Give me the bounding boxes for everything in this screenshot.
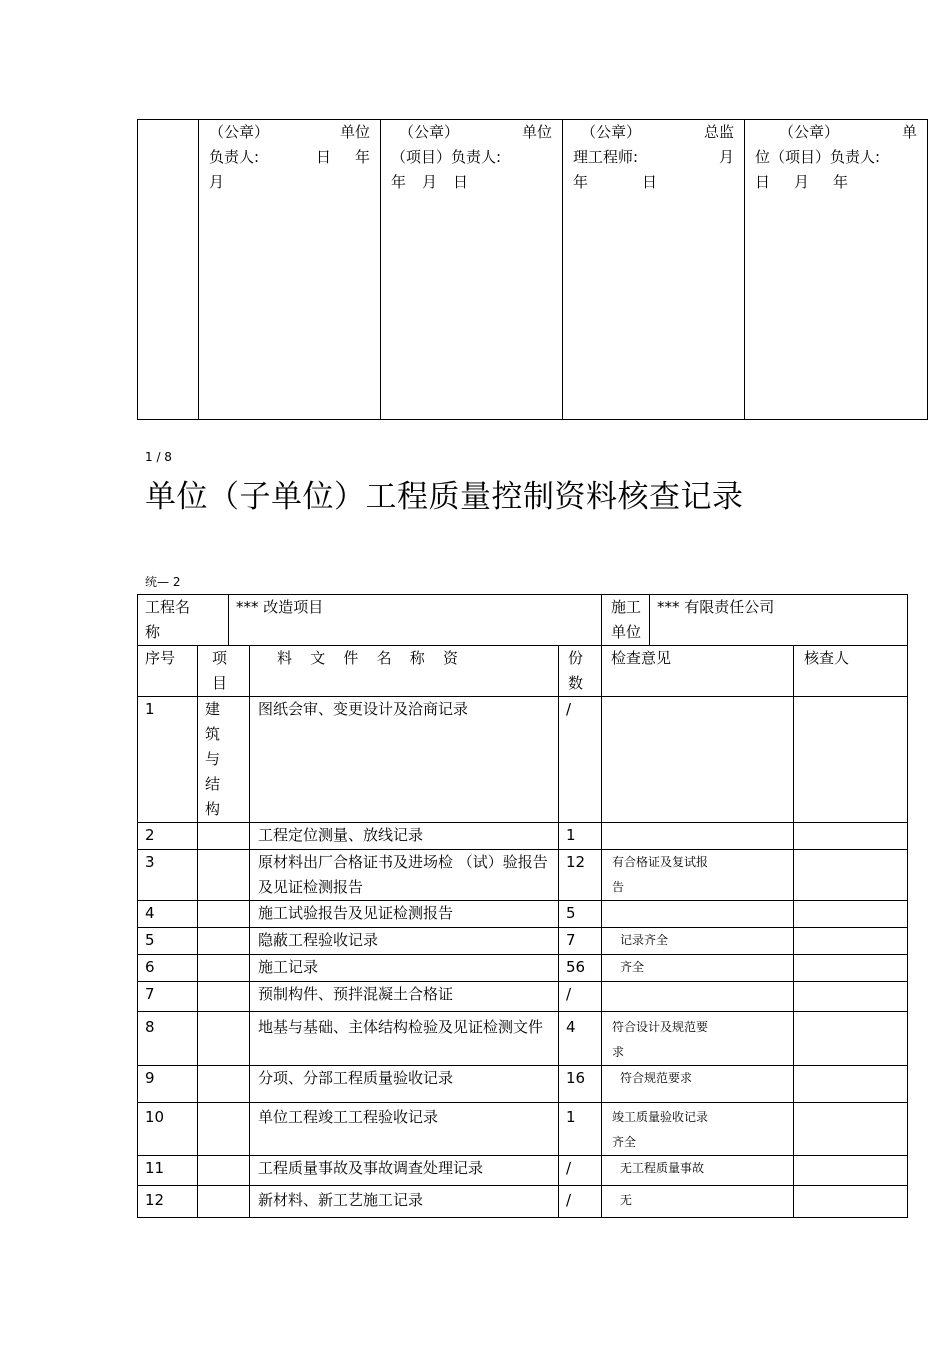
- info-row: [138, 595, 908, 646]
- row-name: 地基与基础、主体结构检验及见证检测文件: [250, 1012, 559, 1066]
- row-checker: [794, 850, 908, 901]
- row-checker: [794, 901, 908, 928]
- row-count: /: [559, 697, 602, 823]
- header-count: 份数: [559, 646, 602, 697]
- row-count: /: [559, 1156, 602, 1186]
- row-count: 56: [559, 955, 602, 982]
- row-opinion: [602, 982, 794, 1012]
- row-seq: 10: [138, 1103, 198, 1156]
- signature-blank-cell: [138, 120, 199, 420]
- table-row: [138, 850, 908, 901]
- header-docs: 料 文 件 名 称 资: [250, 646, 559, 697]
- row-name: 分项、分部工程质量验收记录: [250, 1066, 559, 1103]
- row-checker: [794, 697, 908, 823]
- row-item: [198, 955, 250, 982]
- row-checker: [794, 1066, 908, 1103]
- row-item: [198, 901, 250, 928]
- row-count: /: [559, 982, 602, 1012]
- row-item: [198, 982, 250, 1012]
- row-count: 5: [559, 901, 602, 928]
- row-checker: [794, 955, 908, 982]
- table-row: [138, 1156, 908, 1186]
- row-opinion: 符合设计及规范要求: [602, 1012, 794, 1066]
- table-row: [138, 823, 908, 850]
- signature-cell-construction-unit: （公章） 单位 负责人: 日 年 月: [199, 120, 381, 420]
- table-row: [138, 1012, 908, 1066]
- table-row: [138, 697, 908, 823]
- row-name: 原材料出厂合格证书及进场检 （试）验报告及见证检测报告: [250, 850, 559, 901]
- row-item: [198, 1066, 250, 1103]
- row-count: 12: [559, 850, 602, 901]
- row-seq: 1: [138, 697, 198, 823]
- row-checker: [794, 1012, 908, 1066]
- table-row: [138, 1103, 908, 1156]
- document-title: 单位（子单位）工程质量控制资料核查记录: [145, 479, 744, 515]
- row-count: 16: [559, 1066, 602, 1103]
- row-item: 建筑与结构: [198, 697, 250, 823]
- contractor-value: *** 有限责任公司: [650, 595, 908, 646]
- row-checker: [794, 1156, 908, 1186]
- row-checker: [794, 982, 908, 1012]
- row-item: [198, 823, 250, 850]
- row-seq: 2: [138, 823, 198, 850]
- row-name: 新材料、新工艺施工记录: [250, 1186, 559, 1218]
- row-opinion: 竣工质量验收记录齐全: [602, 1103, 794, 1156]
- row-item: [198, 1103, 250, 1156]
- row-seq: 3: [138, 850, 198, 901]
- row-seq: 5: [138, 928, 198, 955]
- signature-cell-owner-unit: （公章） 单位 （项目）负责人: 年 月 日: [381, 120, 563, 420]
- row-checker: [794, 1103, 908, 1156]
- row-opinion: 符合规范要求: [602, 1066, 794, 1103]
- header-item: 项目: [198, 646, 250, 697]
- row-name: 施工试验报告及见证检测报告: [250, 901, 559, 928]
- row-seq: 4: [138, 901, 198, 928]
- row-opinion: [602, 697, 794, 823]
- header-row: [138, 646, 908, 697]
- project-name-value: *** 改造项目: [229, 595, 602, 646]
- row-name: 预制构件、预拌混凝土合格证: [250, 982, 559, 1012]
- row-opinion: 无工程质量事故: [602, 1156, 794, 1186]
- row-item: [198, 1156, 250, 1186]
- row-checker: [794, 928, 908, 955]
- row-seq: 12: [138, 1186, 198, 1218]
- header-seq: 序号: [138, 646, 198, 697]
- row-count: /: [559, 1186, 602, 1218]
- row-count: 7: [559, 928, 602, 955]
- inspection-record-table: [137, 594, 908, 1218]
- form-code: 统— 2: [145, 575, 181, 589]
- row-item: [198, 1012, 250, 1066]
- table-row: [138, 1186, 908, 1218]
- row-name: 工程质量事故及事故调查处理记录: [250, 1156, 559, 1186]
- row-seq: 8: [138, 1012, 198, 1066]
- table-row: [138, 928, 908, 955]
- row-count: 4: [559, 1012, 602, 1066]
- row-name: 隐蔽工程验收记录: [250, 928, 559, 955]
- signature-cell-supervisor: （公章） 总监 理工程师: 月 年 日: [563, 120, 745, 420]
- signature-table: [137, 119, 928, 420]
- row-seq: 11: [138, 1156, 198, 1186]
- row-opinion: 齐全: [602, 955, 794, 982]
- row-item: [198, 1186, 250, 1218]
- row-item: [198, 928, 250, 955]
- row-seq: 7: [138, 982, 198, 1012]
- contractor-label: 施工单位: [602, 595, 650, 646]
- row-name: 施工记录: [250, 955, 559, 982]
- table-row: [138, 901, 908, 928]
- page-number: 1 / 8: [145, 450, 172, 464]
- row-checker: [794, 1186, 908, 1218]
- row-opinion: 记录齐全: [602, 928, 794, 955]
- row-checker: [794, 823, 908, 850]
- project-name-label: 工程名称: [138, 595, 229, 646]
- row-opinion: 有合格证及复试报告: [602, 850, 794, 901]
- row-opinion: [602, 901, 794, 928]
- row-name: 单位工程竣工工程验收记录: [250, 1103, 559, 1156]
- table-row: [138, 982, 908, 1012]
- row-name: 工程定位测量、放线记录: [250, 823, 559, 850]
- row-seq: 6: [138, 955, 198, 982]
- row-opinion: [602, 823, 794, 850]
- signature-cell-design-unit: （公章） 单 位（项目）负责人: 日 月 年: [745, 120, 928, 420]
- table-row: [138, 955, 908, 982]
- row-count: 1: [559, 1103, 602, 1156]
- header-opinion: 检查意见: [602, 646, 794, 697]
- row-seq: 9: [138, 1066, 198, 1103]
- header-checker: 核查人: [794, 646, 908, 697]
- row-name: 图纸会审、变更设计及洽商记录: [250, 697, 559, 823]
- table-row: [138, 1066, 908, 1103]
- row-opinion: 无: [602, 1186, 794, 1218]
- row-count: 1: [559, 823, 602, 850]
- row-item: [198, 850, 250, 901]
